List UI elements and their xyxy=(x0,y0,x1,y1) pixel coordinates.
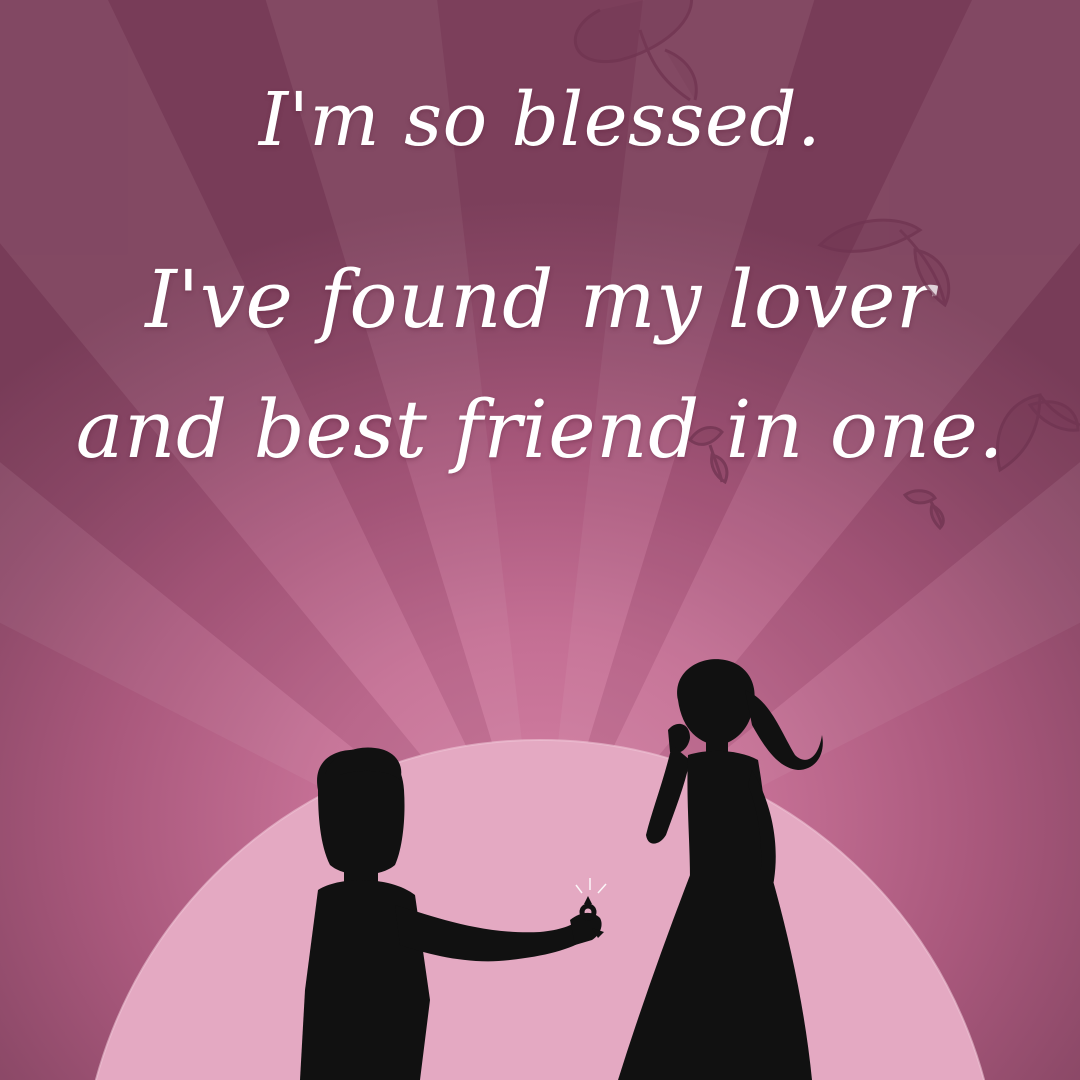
leaf-icon xyxy=(690,427,727,482)
quote-line-1: I'm so blessed. xyxy=(258,77,822,163)
leaf-icon xyxy=(820,220,949,305)
moon-circle xyxy=(80,740,1000,1080)
quote-line-2: I've found my lover xyxy=(145,253,935,346)
leaf-icon xyxy=(997,395,1080,470)
quote-line-3: and best friend in one. xyxy=(75,383,1005,476)
leaf-icon xyxy=(905,491,943,528)
leaf-icon xyxy=(575,0,696,100)
